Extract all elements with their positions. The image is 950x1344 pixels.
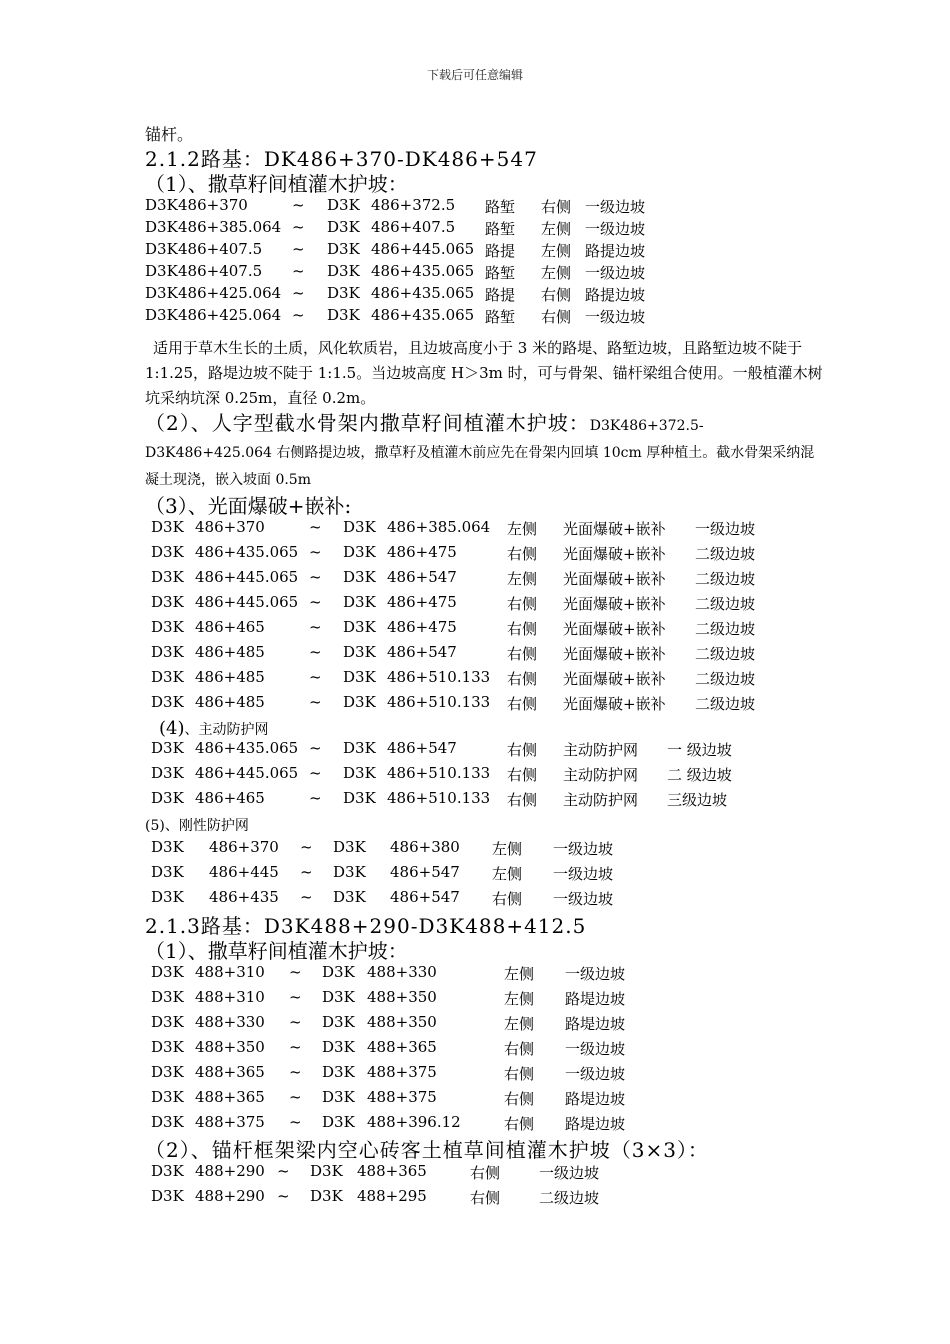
- cell-side: 右侧: [507, 695, 538, 713]
- cell-grade: 一级边坡: [585, 308, 646, 326]
- cell-end: 486+380: [390, 838, 460, 856]
- cell-prefix2: D3K: [322, 963, 355, 981]
- cell-tilde: ~: [289, 1063, 302, 1081]
- cell-end: 488+330: [367, 963, 437, 981]
- subsection-title: (5)、刚性防护网: [145, 818, 249, 834]
- cell-prefix: D3K: [151, 739, 184, 757]
- cell-side: 右侧: [507, 545, 538, 563]
- cell-side: 路堑: [485, 198, 516, 216]
- cell-prefix: D3K: [151, 838, 184, 856]
- cell-tilde: ~: [309, 789, 322, 807]
- cell-side: 左侧: [492, 840, 523, 858]
- cell-method: 右侧: [541, 286, 572, 304]
- cell-end: 488+365: [367, 1038, 437, 1056]
- cell-prefix2: D3K: [343, 593, 376, 611]
- cell-prefix2: D3K: [333, 888, 366, 906]
- cell-side: 右侧: [507, 670, 538, 688]
- cell-grade: 一级边坡: [695, 520, 756, 538]
- cell-prefix2: D3K: [322, 1113, 355, 1131]
- cell-tilde: ~: [292, 284, 305, 302]
- table-row: [145, 888, 825, 913]
- cell-prefix: D3K: [151, 668, 184, 686]
- cell-side: 右侧: [507, 766, 538, 784]
- table-row: [145, 306, 825, 328]
- table-row: [145, 1038, 825, 1063]
- table-smooth-blasting: [145, 518, 825, 718]
- cell-grade: 路堤边坡: [565, 1090, 626, 1108]
- cell-method: 左侧: [541, 220, 572, 238]
- cell-grade: 一 级边坡: [667, 741, 732, 759]
- cell-side: 左侧: [507, 520, 538, 538]
- cell-side: 左侧: [504, 1015, 535, 1033]
- cell-prefix: D3K: [151, 963, 184, 981]
- cell-tilde: ~: [309, 739, 322, 757]
- cell-tilde: ~: [277, 1162, 290, 1180]
- document-body: [145, 124, 825, 1212]
- cell-prefix: D3K: [151, 643, 184, 661]
- cell-start: 488+310: [195, 963, 265, 981]
- cell-side: 右侧: [492, 890, 523, 908]
- cell-method: 右侧: [541, 308, 572, 326]
- cell-prefix2: D3K: [343, 543, 376, 561]
- subsection-label: 、主动防护网: [184, 722, 269, 738]
- cell-grade: 二级边坡: [695, 595, 756, 613]
- cell-grade: 一级边坡: [585, 264, 646, 282]
- cell-grade: 二级边坡: [695, 645, 756, 663]
- cell-prefix2: D3K: [343, 618, 376, 636]
- table-row: [145, 518, 825, 543]
- cell-prefix2: D3K: [310, 1162, 343, 1180]
- cell-start: 486+370: [178, 196, 248, 214]
- table-row: [145, 262, 825, 284]
- cell-start: 486+425.064: [178, 306, 282, 324]
- table-row: [145, 789, 825, 814]
- cell-tilde: ~: [289, 1013, 302, 1031]
- cell-tilde: ~: [292, 306, 305, 324]
- cell-grade: 路提边坡: [585, 242, 646, 260]
- cell-prefix: D3K: [151, 764, 184, 782]
- cell-grade: 三级边坡: [667, 791, 728, 809]
- table-grass-seeding-2: [145, 963, 825, 1138]
- cell-start: 486+370: [195, 518, 265, 536]
- cell-prefix: D3K: [151, 568, 184, 586]
- subsection-title: （2）、锚杆框架梁内空心砖客土植草间植灌木护坡（3×3）：: [145, 1138, 709, 1162]
- cell-grade: 一级边坡: [565, 1065, 626, 1083]
- table-row: [145, 196, 825, 218]
- cell-prefix: D3K: [145, 240, 178, 258]
- cell-prefix2: D3K: [322, 1013, 355, 1031]
- cell-method: 主动防护网: [563, 791, 639, 809]
- cell-prefix2: D3K: [343, 568, 376, 586]
- cell-end: 488+350: [367, 1013, 437, 1031]
- cell-end: 486+510.133: [387, 764, 491, 782]
- cell-prefix: D3K: [151, 543, 184, 561]
- table-row: [145, 739, 825, 764]
- cell-tilde: ~: [300, 863, 313, 881]
- table-row: [145, 1113, 825, 1138]
- cell-end: 486+547: [390, 863, 460, 881]
- cell-prefix2: D3K: [327, 196, 360, 214]
- cell-prefix2: D3K: [343, 764, 376, 782]
- cell-start: 488+290: [195, 1162, 265, 1180]
- cell-tilde: ~: [300, 838, 313, 856]
- cell-side: 右侧: [507, 741, 538, 759]
- cell-start: 488+310: [195, 988, 265, 1006]
- cell-end: 486+547: [387, 643, 457, 661]
- table-row: [145, 764, 825, 789]
- cell-method: 光面爆破+嵌补: [563, 645, 666, 663]
- cell-grade: 一级边坡: [565, 965, 626, 983]
- cell-side: 路提: [485, 242, 516, 260]
- cell-prefix: D3K: [151, 1113, 184, 1131]
- cell-method: 光面爆破+嵌补: [563, 620, 666, 638]
- cell-grade: 二级边坡: [695, 545, 756, 563]
- table-row: [145, 543, 825, 568]
- cell-method: 光面爆破+嵌补: [563, 595, 666, 613]
- cell-end: 486+407.5: [371, 218, 456, 236]
- cell-tilde: ~: [309, 668, 322, 686]
- cell-tilde: ~: [309, 643, 322, 661]
- cell-side: 路堑: [485, 264, 516, 282]
- cell-grade: 二 级边坡: [667, 766, 732, 784]
- cell-start: 486+370: [209, 838, 279, 856]
- cell-tilde: ~: [300, 888, 313, 906]
- cell-prefix2: D3K: [310, 1187, 343, 1205]
- cell-method: 主动防护网: [563, 766, 639, 784]
- cell-start: 488+330: [195, 1013, 265, 1031]
- cell-tilde: ~: [277, 1187, 290, 1205]
- cell-tilde: ~: [289, 1113, 302, 1131]
- cell-method: 主动防护网: [563, 741, 639, 759]
- cell-start: 486+445.065: [195, 593, 299, 611]
- cell-side: 左侧: [504, 990, 535, 1008]
- cell-start: 486+435.065: [195, 739, 299, 757]
- cell-start: 486+485: [195, 643, 265, 661]
- cell-start: 486+407.5: [178, 262, 263, 280]
- cell-end: 486+385.064: [387, 518, 491, 536]
- table-row: [145, 668, 825, 693]
- cell-side: 左侧: [507, 570, 538, 588]
- cell-end: 486+547: [390, 888, 460, 906]
- cell-prefix2: D3K: [343, 518, 376, 536]
- cell-end: 486+475: [387, 593, 457, 611]
- cell-start: 486+465: [195, 618, 265, 636]
- cell-grade: 二级边坡: [695, 670, 756, 688]
- cell-start: 486+435.065: [195, 543, 299, 561]
- cell-end: 488+350: [367, 988, 437, 1006]
- cell-method: 光面爆破+嵌补: [563, 695, 666, 713]
- cell-grade: 一级边坡: [565, 1040, 626, 1058]
- cell-prefix2: D3K: [333, 863, 366, 881]
- cell-prefix2: D3K: [322, 1088, 355, 1106]
- cell-start: 488+350: [195, 1038, 265, 1056]
- cell-start: 486+435: [209, 888, 279, 906]
- intro-text: 锚杆。: [145, 125, 194, 144]
- table-row: [145, 1187, 825, 1212]
- cell-grade: 一级边坡: [585, 198, 646, 216]
- cell-prefix: D3K: [145, 218, 178, 236]
- cell-grade: 二级边坡: [695, 570, 756, 588]
- table-row: [145, 284, 825, 306]
- cell-method: 左侧: [541, 264, 572, 282]
- table-row: [145, 1088, 825, 1113]
- cell-prefix: D3K: [151, 1088, 184, 1106]
- cell-method: 光面爆破+嵌补: [563, 545, 666, 563]
- cell-side: 右侧: [504, 1040, 535, 1058]
- cell-prefix2: D3K: [322, 1038, 355, 1056]
- cell-tilde: ~: [289, 1088, 302, 1106]
- cell-side: 右侧: [504, 1065, 535, 1083]
- cell-tilde: ~: [309, 593, 322, 611]
- subsection-title-text: （2）、人字型截水骨架内撒草籽间植灌木护坡：: [145, 411, 590, 435]
- cell-prefix: D3K: [151, 1162, 184, 1180]
- table-row: [145, 838, 825, 863]
- cell-prefix2: D3K: [343, 668, 376, 686]
- subsection-title-active-net: [145, 718, 825, 739]
- cell-side: 右侧: [470, 1189, 501, 1207]
- cell-prefix2: D3K: [322, 988, 355, 1006]
- cell-tilde: ~: [309, 568, 322, 586]
- cell-side: 左侧: [504, 965, 535, 983]
- cell-tilde: ~: [309, 518, 322, 536]
- cell-start: 486+445: [209, 863, 279, 881]
- cell-prefix2: D3K: [327, 218, 360, 236]
- table-anchor-frame-beam: [145, 1162, 825, 1212]
- cell-end: 486+435.065: [371, 284, 475, 302]
- cell-grade: 一级边坡: [585, 220, 646, 238]
- cell-prefix: D3K: [151, 1038, 184, 1056]
- cell-end: 488+365: [357, 1162, 427, 1180]
- table-row: [145, 643, 825, 668]
- cell-tilde: ~: [309, 618, 322, 636]
- cell-method: 右侧: [541, 198, 572, 216]
- cell-prefix: D3K: [145, 196, 178, 214]
- table-row: [145, 693, 825, 718]
- cell-end: 486+547: [387, 739, 457, 757]
- cell-tilde: ~: [292, 218, 305, 236]
- cell-grade: 路堤边坡: [565, 1115, 626, 1133]
- cell-prefix2: D3K: [327, 240, 360, 258]
- cell-prefix: D3K: [145, 284, 178, 302]
- cell-prefix: D3K: [151, 888, 184, 906]
- cell-end: 486+475: [387, 618, 457, 636]
- cell-end: 486+435.065: [371, 306, 475, 324]
- cell-prefix: D3K: [151, 1187, 184, 1205]
- cell-end: 486+435.065: [371, 262, 475, 280]
- page-header: 下载后可任意编辑: [426, 68, 523, 82]
- cell-tilde: ~: [309, 764, 322, 782]
- cell-side: 右侧: [507, 595, 538, 613]
- cell-end: 486+547: [387, 568, 457, 586]
- table-row: [145, 618, 825, 643]
- table-row: [145, 1013, 825, 1038]
- cell-tilde: ~: [292, 262, 305, 280]
- cell-prefix: D3K: [151, 863, 184, 881]
- cell-prefix: D3K: [151, 518, 184, 536]
- table-row: [145, 988, 825, 1013]
- section-heading-2-1-3: 2.1.3路基：D3K488+290-D3K488+412.5: [145, 914, 587, 938]
- cell-prefix2: D3K: [327, 262, 360, 280]
- cell-side: 路堑: [485, 220, 516, 238]
- paragraph-applicability: 适用于草木生长的土质，风化软质岩，且边坡高度小于 3 米的路堤、路堑边坡，且路堑边坡不陡于 1:1.25，路堤边坡不陡于 1:1.5。当边坡高度 H＞3m 时，可与骨架、锚杆梁组合使用。一般植灌木树坑采纳坑深 0.25m，直径 0.2m。: [145, 339, 823, 407]
- cell-start: 486+445.065: [195, 764, 299, 782]
- cell-prefix: D3K: [151, 789, 184, 807]
- cell-side: 右侧: [507, 645, 538, 663]
- cell-end: 486+510.133: [387, 693, 491, 711]
- cell-side: 左侧: [492, 865, 523, 883]
- cell-start: 486+485: [195, 668, 265, 686]
- cell-prefix: D3K: [151, 693, 184, 711]
- table-rigid-protection-net: [145, 838, 825, 913]
- table-row: [145, 240, 825, 262]
- cell-prefix2: D3K: [343, 789, 376, 807]
- cell-end: 486+372.5: [371, 196, 456, 214]
- subsection-title: （1）、撒草籽间植灌木护坡：: [145, 172, 408, 196]
- cell-start: 486+425.064: [178, 284, 282, 302]
- cell-end: 486+475: [387, 543, 457, 561]
- cell-method: 光面爆破+嵌补: [563, 570, 666, 588]
- cell-tilde: ~: [309, 543, 322, 561]
- cell-prefix: D3K: [145, 262, 178, 280]
- table-row: [145, 963, 825, 988]
- subsection-title: （1）、撒草籽间植灌木护坡：: [145, 939, 408, 963]
- cell-grade: 一级边坡: [553, 890, 614, 908]
- cell-start: 486+385.064: [178, 218, 282, 236]
- cell-side: 右侧: [507, 791, 538, 809]
- cell-start: 486+445.065: [195, 568, 299, 586]
- cell-grade: 路提边坡: [585, 286, 646, 304]
- cell-end: 486+510.133: [387, 789, 491, 807]
- cell-grade: 一级边坡: [553, 840, 614, 858]
- subsection-title: （3）、光面爆破+嵌补:: [145, 494, 352, 518]
- cell-side: 右侧: [470, 1164, 501, 1182]
- cell-prefix: D3K: [151, 1063, 184, 1081]
- cell-grade: 二级边坡: [539, 1189, 600, 1207]
- cell-prefix2: D3K: [322, 1063, 355, 1081]
- cell-prefix: D3K: [151, 618, 184, 636]
- cell-side: 右侧: [507, 620, 538, 638]
- cell-prefix: D3K: [151, 1013, 184, 1031]
- cell-tilde: ~: [292, 196, 305, 214]
- cell-side: 路提: [485, 286, 516, 304]
- cell-prefix2: D3K: [343, 739, 376, 757]
- cell-end: 488+375: [367, 1088, 437, 1106]
- cell-grade: 二级边坡: [695, 695, 756, 713]
- table-grass-seeding: [145, 196, 825, 328]
- cell-start: 486+407.5: [178, 240, 263, 258]
- cell-side: 右侧: [504, 1115, 535, 1133]
- cell-method: 光面爆破+嵌补: [563, 670, 666, 688]
- table-active-protection-net: [145, 739, 825, 814]
- table-row: [145, 1063, 825, 1088]
- table-row: [145, 863, 825, 888]
- cell-end: 486+510.133: [387, 668, 491, 686]
- cell-start: 488+365: [195, 1088, 265, 1106]
- cell-grade: 路堤边坡: [565, 1015, 626, 1033]
- cell-tilde: ~: [309, 693, 322, 711]
- section-heading-2-1-2: 2.1.2路基：DK486+370-DK486+547: [145, 147, 538, 171]
- cell-tilde: ~: [292, 240, 305, 258]
- table-row: [145, 593, 825, 618]
- table-row: [145, 568, 825, 593]
- cell-method: 光面爆破+嵌补: [563, 520, 666, 538]
- subsection-number: (4): [159, 718, 185, 739]
- cell-prefix2: D3K: [327, 306, 360, 324]
- cell-tilde: ~: [289, 1038, 302, 1056]
- cell-prefix: D3K: [145, 306, 178, 324]
- cell-tilde: ~: [289, 963, 302, 981]
- cell-grade: 一级边坡: [539, 1164, 600, 1182]
- cell-end: 488+295: [357, 1187, 427, 1205]
- cell-side: 右侧: [504, 1090, 535, 1108]
- cell-start: 488+375: [195, 1113, 265, 1131]
- cell-method: 左侧: [541, 242, 572, 260]
- cell-prefix2: D3K: [343, 643, 376, 661]
- subsection-description: D3K486+372.5-D3K486+425.064 右侧路提边坡，撒草籽及植灌木前应先在骨架内回填 10cm 厚种植土。截水骨架采纳混凝土现浇，嵌入坡面 0.5m: [145, 418, 815, 488]
- cell-prefix2: D3K: [343, 693, 376, 711]
- cell-end: 488+375: [367, 1063, 437, 1081]
- cell-grade: 二级边坡: [695, 620, 756, 638]
- cell-prefix: D3K: [151, 593, 184, 611]
- cell-end: 486+445.065: [371, 240, 475, 258]
- cell-grade: 路堤边坡: [565, 990, 626, 1008]
- table-row: [145, 218, 825, 240]
- cell-prefix2: D3K: [333, 838, 366, 856]
- cell-side: 路堑: [485, 308, 516, 326]
- cell-prefix: D3K: [151, 988, 184, 1006]
- cell-prefix2: D3K: [327, 284, 360, 302]
- table-row: [145, 1162, 825, 1187]
- cell-end: 488+396.12: [367, 1113, 461, 1131]
- cell-start: 488+290: [195, 1187, 265, 1205]
- cell-start: 486+485: [195, 693, 265, 711]
- cell-start: 486+465: [195, 789, 265, 807]
- cell-start: 488+365: [195, 1063, 265, 1081]
- cell-tilde: ~: [289, 988, 302, 1006]
- subsection-title-herringbone: [145, 411, 825, 492]
- cell-grade: 一级边坡: [553, 865, 614, 883]
